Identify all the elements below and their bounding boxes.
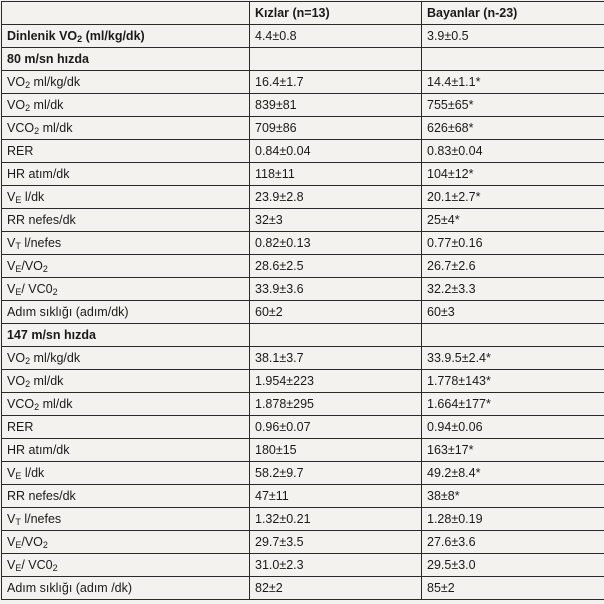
label-text: ml/kg/dk: [30, 75, 81, 89]
value-girls: 23.9±2.8: [250, 186, 422, 209]
label-text: / VC0: [21, 282, 53, 296]
label-subscript: E: [15, 264, 22, 274]
value-girls: 47±11: [250, 485, 422, 508]
value-girls: [250, 324, 422, 347]
label-text: l/nefes: [20, 236, 62, 250]
value-girls: 38.1±3.7: [250, 347, 422, 370]
label-text: 80 m/sn hızda: [7, 52, 89, 66]
table-row: [2, 370, 604, 393]
label-subscript: 2: [25, 80, 31, 90]
value-girls: 33.9±3.6: [250, 278, 422, 301]
value-women: 755±65*: [422, 94, 604, 117]
value-women: 0.77±0.16: [422, 232, 604, 255]
label-subscript: 2: [25, 103, 31, 113]
label-text: ml/dk: [30, 98, 64, 112]
value-girls: [250, 48, 422, 71]
value-girls: 4.4±0.8: [250, 25, 422, 48]
value-girls: 1.32±0.21: [250, 508, 422, 531]
label-text: RER: [7, 144, 34, 158]
row-label: [2, 531, 250, 554]
label-subscript: T: [15, 241, 21, 251]
table-row: [2, 232, 604, 255]
label-subscript: 2: [25, 356, 31, 366]
value-women: 25±4*: [422, 209, 604, 232]
value-women: 33.9.5±2.4*: [422, 347, 604, 370]
row-label: [2, 393, 250, 416]
value-women: 0.94±0.06: [422, 416, 604, 439]
value-girls: 180±15: [250, 439, 422, 462]
value-girls: 0.84±0.04: [250, 140, 422, 163]
value-women: 32.2±3.3: [422, 278, 604, 301]
label-text: Dinlenik VO: [7, 29, 78, 43]
label-subscript: 2: [52, 287, 58, 297]
value-girls: 1.954±223: [250, 370, 422, 393]
value-girls: 31.0±2.3: [250, 554, 422, 577]
table-row: [2, 25, 604, 48]
header-cell-empty: [2, 2, 250, 25]
label-text: VCO: [7, 397, 35, 411]
label-subscript: E: [15, 540, 22, 550]
row-label: [2, 117, 250, 140]
value-girls: 118±11: [250, 163, 422, 186]
label-text: VO: [7, 98, 26, 112]
table-row: [2, 186, 604, 209]
row-label: [2, 324, 250, 347]
label-text: /VO: [21, 535, 43, 549]
label-text: VO: [7, 75, 26, 89]
value-girls: 0.82±0.13: [250, 232, 422, 255]
value-girls: 709±86: [250, 117, 422, 140]
row-label: [2, 370, 250, 393]
row-label: [2, 462, 250, 485]
label-text: VO: [7, 351, 26, 365]
table-row: [2, 255, 604, 278]
label-text: RR nefes/dk: [7, 489, 76, 503]
label-text: (ml/kg/dk): [82, 29, 145, 43]
label-text: l/dk: [21, 466, 45, 480]
table-row: [2, 439, 604, 462]
value-girls: 28.6±2.5: [250, 255, 422, 278]
value-girls: 0.96±0.07: [250, 416, 422, 439]
row-label: [2, 439, 250, 462]
label-text: V: [7, 236, 16, 250]
row-label: [2, 94, 250, 117]
table-row: [2, 140, 604, 163]
header-row: [2, 2, 604, 25]
table-row: [2, 577, 604, 600]
value-women: 163±17*: [422, 439, 604, 462]
value-women: 1.778±143*: [422, 370, 604, 393]
value-women: 38±8*: [422, 485, 604, 508]
value-women: 26.7±2.6: [422, 255, 604, 278]
table-row: [2, 71, 604, 94]
label-text: HR atım/dk: [7, 443, 70, 457]
section-header-row: [2, 48, 604, 71]
label-text: l/dk: [21, 190, 45, 204]
value-girls: 16.4±1.7: [250, 71, 422, 94]
row-label: [2, 163, 250, 186]
label-text: V: [7, 466, 16, 480]
value-women: 14.4±1.1*: [422, 71, 604, 94]
table-row: [2, 278, 604, 301]
label-subscript: E: [15, 195, 22, 205]
value-girls: 839±81: [250, 94, 422, 117]
table-body: [2, 25, 604, 600]
value-women: [422, 324, 604, 347]
row-label: [2, 508, 250, 531]
value-women: 1.664±177*: [422, 393, 604, 416]
value-women: 85±2: [422, 577, 604, 600]
header-cell-girls: Kızlar (n=13): [250, 2, 422, 25]
label-subscript: 2: [34, 126, 40, 136]
label-subscript: 2: [25, 379, 31, 389]
label-subscript: 2: [77, 34, 83, 44]
row-label: [2, 25, 250, 48]
label-subscript: 2: [34, 402, 40, 412]
table-row: [2, 347, 604, 370]
label-text: ml/kg/dk: [30, 351, 81, 365]
value-women: [422, 48, 604, 71]
label-text: Adım sıklığı (adım/dk): [7, 305, 129, 319]
value-women: 29.5±3.0: [422, 554, 604, 577]
row-label: [2, 71, 250, 94]
row-label: [2, 232, 250, 255]
label-subscript: E: [15, 471, 22, 481]
label-text: / VC0: [21, 558, 53, 572]
row-label: [2, 255, 250, 278]
row-label: [2, 278, 250, 301]
label-text: V: [7, 190, 16, 204]
row-label: [2, 577, 250, 600]
value-women: 1.28±0.19: [422, 508, 604, 531]
value-girls: 82±2: [250, 577, 422, 600]
table-row: [2, 508, 604, 531]
value-girls: 32±3: [250, 209, 422, 232]
label-text: ml/dk: [39, 121, 73, 135]
table-row: [2, 393, 604, 416]
table-row: [2, 94, 604, 117]
table-row: [2, 301, 604, 324]
value-women: 3.9±0.5: [422, 25, 604, 48]
label-text: V: [7, 558, 16, 572]
label-text: ml/dk: [39, 397, 73, 411]
label-text: 147 m/sn hızda: [7, 328, 96, 342]
label-text: V: [7, 535, 16, 549]
section-header-row: [2, 324, 604, 347]
table-row: [2, 209, 604, 232]
label-text: Adım sıklığı (adım /dk): [7, 581, 133, 595]
table-row: [2, 416, 604, 439]
value-women: 0.83±0.04: [422, 140, 604, 163]
results-table: [1, 1, 604, 600]
value-women: 27.6±3.6: [422, 531, 604, 554]
label-text: V: [7, 512, 16, 526]
table-row: [2, 462, 604, 485]
value-women: 49.2±8.4*: [422, 462, 604, 485]
label-subscript: T: [15, 517, 21, 527]
table-row: [2, 531, 604, 554]
row-label: [2, 140, 250, 163]
header-cell-women: Bayanlar (n-23): [422, 2, 604, 25]
label-text: HR atım/dk: [7, 167, 70, 181]
label-text: V: [7, 259, 16, 273]
label-text: RR nefes/dk: [7, 213, 76, 227]
row-label: [2, 301, 250, 324]
label-subscript: 2: [42, 540, 48, 550]
table-row: [2, 117, 604, 140]
value-women: 626±68*: [422, 117, 604, 140]
row-label: [2, 416, 250, 439]
row-label: [2, 48, 250, 71]
row-label: [2, 554, 250, 577]
table-row: [2, 163, 604, 186]
label-subscript: E: [15, 287, 22, 297]
row-label: [2, 485, 250, 508]
label-text: VCO: [7, 121, 35, 135]
table-row: [2, 554, 604, 577]
value-girls: 29.7±3.5: [250, 531, 422, 554]
row-label: [2, 209, 250, 232]
label-text: ml/dk: [30, 374, 64, 388]
label-subscript: E: [15, 563, 22, 573]
row-label: [2, 186, 250, 209]
label-subscript: 2: [52, 563, 58, 573]
label-subscript: 2: [42, 264, 48, 274]
value-girls: 1.878±295: [250, 393, 422, 416]
label-text: VO: [7, 374, 26, 388]
row-label: [2, 347, 250, 370]
value-girls: 58.2±9.7: [250, 462, 422, 485]
value-women: 104±12*: [422, 163, 604, 186]
label-text: /VO: [21, 259, 43, 273]
value-women: 60±3: [422, 301, 604, 324]
label-text: RER: [7, 420, 34, 434]
label-text: l/nefes: [20, 512, 62, 526]
value-women: 20.1±2.7*: [422, 186, 604, 209]
value-girls: 60±2: [250, 301, 422, 324]
label-text: V: [7, 282, 16, 296]
table-row: [2, 485, 604, 508]
